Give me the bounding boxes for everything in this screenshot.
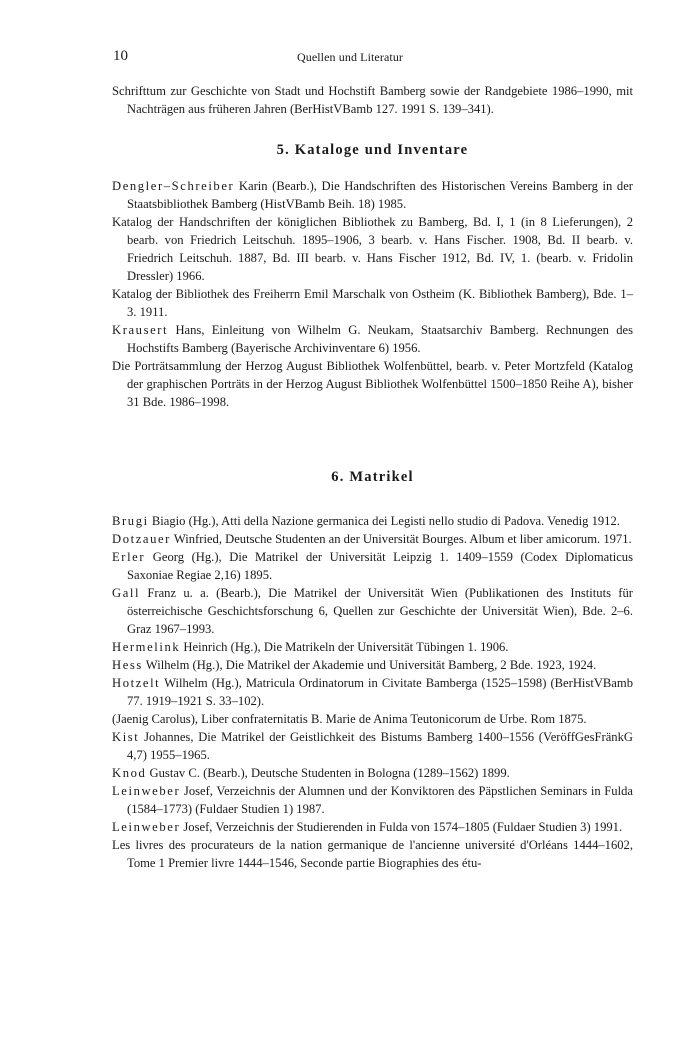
entry-author: Kist: [112, 730, 140, 744]
entry-author: Dotzauer: [112, 532, 171, 546]
bibliography-entry: [112, 512, 633, 530]
bibliography-entry: [112, 321, 633, 357]
bibliography-entry: [112, 674, 633, 710]
section-kataloge-entries: [112, 177, 633, 411]
bibliography-entry: [112, 710, 633, 728]
bibliography-entry: [112, 530, 633, 548]
bibliography-entry: [112, 548, 633, 584]
entry-author: Hess: [112, 658, 143, 672]
entry-author: Dengler–Schreiber: [112, 179, 235, 193]
entry-text: Franz u. a. (Bearb.), Die Matrikel der Universität Wien (Publikationen des Instituts für österreichische Geschichtsforschung 6, Quellen zur Geschichte der Universität Wien), Bde. 2–6. Graz 1967–1993.: [127, 586, 633, 636]
entry-text: (Jaenig Carolus), Liber confraternitatis B. Marie de Anima Teutonicorum de Urbe. Rom 1875.: [112, 712, 587, 726]
entry-author: Erler: [112, 550, 146, 564]
entry-text: Wilhelm (Hg.), Matricula Ordinatorum in Civitate Bamberga (1525–1598) (BerHistVBamb 77. 1919–1921 S. 33–102).: [127, 676, 633, 708]
entry-text: Georg (Hg.), Die Matrikel der Universität Leipzig 1. 1409–1559 (Codex Diplomaticus Saxoniae Regiae 2,16) 1895.: [127, 550, 633, 582]
section-matrikel-entries: [112, 512, 633, 872]
bibliography-entry: [112, 818, 633, 836]
entry-text: Hans, Einleitung von Wilhelm G. Neukam, Staatsarchiv Bamberg. Rechnungen des Hochstifts Bamberg (Bayerische Archivinventare 6) 1956.: [127, 323, 633, 355]
bibliography-entry: [112, 836, 633, 872]
entry-text: Wilhelm (Hg.), Die Matrikel der Akademie und Universität Bamberg, 2 Bde. 1923, 1924.: [142, 658, 597, 672]
bibliography-entry: [112, 728, 633, 764]
bibliography-entry: [112, 584, 633, 638]
page-number: 10: [113, 48, 128, 64]
bibliography-entry: [112, 82, 633, 118]
bibliography-entry: [112, 638, 633, 656]
bibliography-entry: [112, 213, 633, 285]
entry-text: Katalog der Handschriften der königlichen Bibliothek zu Bamberg, Bd. I, 1 (in 8 Lieferungen), 2 bearb. von Friedrich Leitschuh. 1895–1906, 3 bearb. v. Hans Fischer. 1908, Bd. II bearb. v. Friedrich Leitschuh. 1887, Bd. III bearb. v. Hans Fischer 1912, Bd. IV, 1. (bearb. v. Fridolin Dressler) 1966.: [112, 215, 633, 283]
entry-text: Josef, Verzeichnis der Alumnen und der Konviktoren des Päpstlichen Seminars in Fulda (1584–1773) (Fuldaer Studien 1) 1987.: [127, 784, 633, 816]
entry-author: Krausert: [112, 323, 169, 337]
entry-text: Katalog der Bibliothek des Freiherrn Emil Marschalk von Ostheim (K. Bibliothek Bamberg), Bde. 1–3. 1911.: [112, 287, 633, 319]
entry-text: Les livres des procurateurs de la nation germanique de l'ancienne université d'Orléans 1444–1602, Tome 1 Premier livre 1444–1546, Seconde partie Biographies des étu-: [112, 838, 633, 870]
entry-author: Hermelink: [112, 640, 181, 654]
entry-text: Heinrich (Hg.), Die Matrikeln der Universität Tübingen 1. 1906.: [180, 640, 509, 654]
entry-author: Knod: [112, 766, 147, 780]
bibliography-entry: [112, 357, 633, 411]
entry-text: Gustav C. (Bearb.), Deutsche Studenten in Bologna (1289–1562) 1899.: [146, 766, 510, 780]
intro-entries: [112, 82, 633, 118]
page-content: [112, 82, 633, 872]
entry-text: Schrifttum zur Geschichte von Stadt und Hochstift Bamberg sowie der Randgebiete 1986–1990, mit Nachträgen aus früheren Jahren (BerHistVBamb 127. 1991 S. 139–341).: [112, 84, 633, 116]
entry-text: Die Porträtsammlung der Herzog August Bibliothek Wolfenbüttel, bearb. v. Peter Mortzfeld (Katalog der graphischen Porträts in der Herzog August Bibliothek Wolfenbüttel 1500–1850 Reihe A), bisher 31 Bde. 1986–1998.: [112, 359, 633, 409]
entry-text: Johannes, Die Matrikel der Geistlichkeit des Bistums Bamberg 1400–1556 (VeröffGesFränkG 4,7) 1955–1965.: [127, 730, 633, 762]
entry-author: Gall: [112, 586, 141, 600]
running-head: Quellen und Literatur: [296, 50, 404, 64]
entry-text: Karin (Bearb.), Die Handschriften des Historischen Vereins Bamberg in der Staatsbibliothek Bamberg (HistVBamb Beih. 18) 1985.: [127, 179, 633, 211]
bibliography-entry: [112, 656, 633, 674]
bibliography-entry: [112, 782, 633, 818]
entry-author: Hotzelt: [112, 676, 161, 690]
bibliography-entry: [112, 285, 633, 321]
section-heading-kataloge: 5. Kataloge und Inventare: [276, 142, 469, 158]
entry-author: Leinweber: [112, 820, 181, 834]
bibliography-entry: [112, 764, 633, 782]
entry-text: Winfried, Deutsche Studenten an der Universität Bourges. Album et liber amicorum. 1971.: [170, 532, 632, 546]
section-heading-matrikel: 6. Matrikel: [331, 469, 414, 485]
entry-text: Biagio (Hg.), Atti della Nazione germanica dei Legisti nello studio di Padova. Venedig 1912.: [148, 514, 620, 528]
entry-author: Brugi: [112, 514, 149, 528]
entry-text: Josef, Verzeichnis der Studierenden in Fulda von 1574–1805 (Fuldaer Studien 3) 1991.: [180, 820, 623, 834]
bibliography-entry: [112, 177, 633, 213]
entry-author: Leinweber: [112, 784, 181, 798]
